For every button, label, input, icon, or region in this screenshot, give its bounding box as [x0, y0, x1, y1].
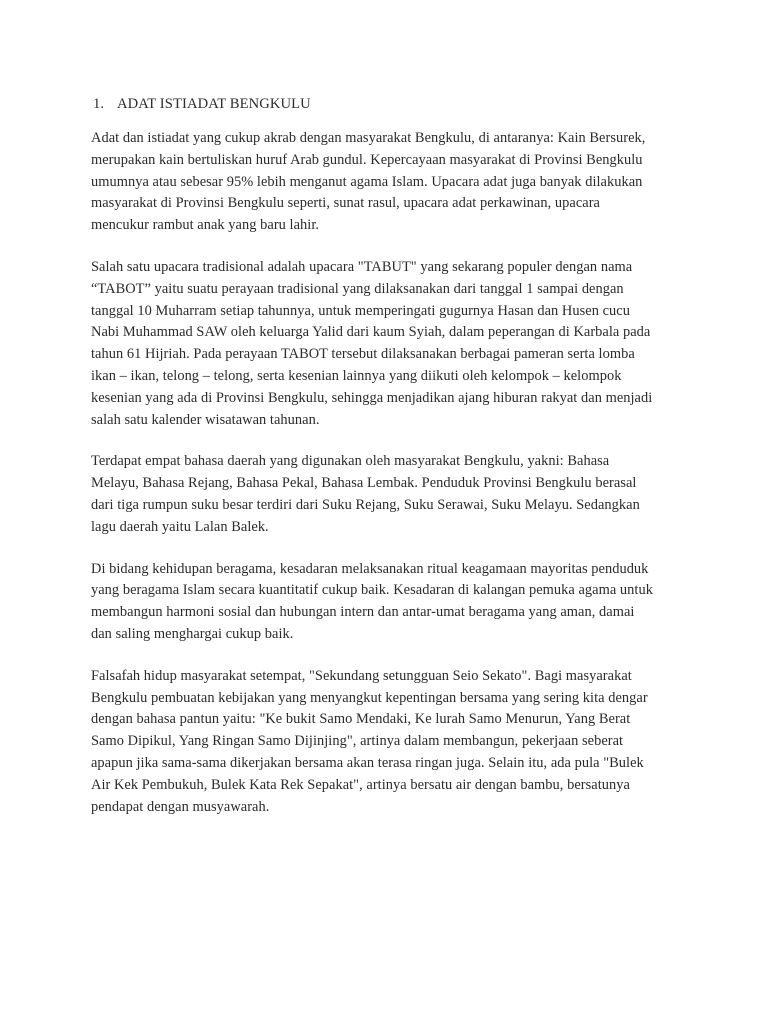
paragraph-line: ikan – ikan, telong – telong, serta kesenian lainnya yang diikuti oleh kelompok – kelompok — [91, 367, 622, 384]
paragraph-line: Nabi Muhammad SAW oleh keluarga Yalid dari kaum Syiah, dalam peperangan di Karbala pada — [91, 324, 651, 341]
paragraph-line: umumnya atau sebesar 95% lebih menganut agama Islam. Upacara adat juga banyak dilakukan — [91, 173, 643, 190]
paragraph-line: Samo Dipikul, Yang Ringan Samo Dijinjing", artinya dalam membangun, pekerjaan seberat — [91, 733, 624, 750]
paragraph-line: dari tiga rumpun suku besar terdiri dari Suku Rejang, Suku Serawai, Suku Melayu. Sedangkan — [91, 496, 640, 513]
paragraph-line: mencukur rambut anak yang baru lahir. — [91, 217, 320, 234]
paragraph-line: tanggal 10 Muharram setiap tahunnya, untuk memperingati gugurnya Hasan dan Husen cucu — [91, 302, 630, 319]
paragraph-languages — [91, 451, 691, 538]
section-title: ADAT ISTIADAT BENGKULU — [117, 96, 311, 112]
paragraph-line: Melayu, Bahasa Rejang, Bahasa Pekal, Bahasa Lembak. Penduduk Provinsi Bengkulu berasal — [91, 475, 637, 492]
paragraph-line: kesenian yang ada di Provinsi Bengkulu, sehingga menjadikan ajang hiburan rakyat dan menjadi — [91, 389, 653, 406]
paragraph-line: Falsafah hidup masyarakat setempat, "Sekundang setungguan Seio Sekato". Bagi masyarakat — [91, 667, 632, 684]
paragraph-line: masyarakat di Provinsi Bengkulu seperti, sunat rasul, upacara adat perkawinan, upacara — [91, 195, 600, 212]
document-body — [91, 128, 691, 838]
paragraph-line: apapun jika sama-sama dikerjakan bersama akan terasa ringan juga. Selain itu, ada pula "Bulek — [91, 754, 644, 771]
paragraph-line: Salah satu upacara tradisional adalah upacara "TABUT" yang sekarang populer dengan nama — [91, 258, 633, 275]
paragraph-line: Adat dan istiadat yang cukup akrab dengan masyarakat Bengkulu, di antaranya: Kain Bersurek, — [91, 130, 646, 146]
paragraph-line: “TABOT” yaitu suatu perayaan tradisional yang dilaksanakan dari tanggal 1 sampai dengan — [91, 280, 624, 297]
paragraph-religion — [91, 559, 691, 646]
paragraph-line: lagu daerah yaitu Lalan Balek. — [91, 518, 269, 535]
paragraph-line: Di bidang kehidupan beragama, kesadaran melaksanakan ritual keagamaan mayoritas penduduk — [91, 560, 649, 577]
paragraph-line: dengan bahasa pantun yaitu: "Ke bukit Samo Mendaki, Ke lurah Samo Menurun, Yang Berat — [91, 711, 631, 728]
paragraph-line: membangun harmoni sosial dan hubungan intern dan antar-umat beragama yang aman, damai — [91, 604, 635, 621]
paragraph-customs — [91, 128, 691, 237]
section-heading — [93, 94, 311, 114]
paragraph-philosophy — [91, 666, 691, 819]
section-number: 1. — [93, 96, 105, 112]
paragraph-tabut — [91, 257, 691, 431]
paragraph-line: Air Kek Pembukuh, Bulek Kata Rek Sepakat", artinya bersatu air dengan bambu, bersatunya — [91, 776, 630, 793]
paragraph-line: salah satu kalender wisatawan tahunan. — [91, 411, 320, 428]
paragraph-line: tahun 61 Hijriah. Pada perayaan TABOT tersebut dilaksanakan berbagai pameran serta lomba — [91, 346, 635, 363]
paragraph-line: Bengkulu pembuatan kebijakan yang menyangkut kepentingan bersama yang sering kita dengar — [91, 689, 648, 706]
paragraph-line: yang beragama Islam secara kuantitatif cukup baik. Kesadaran di kalangan pemuka agama untuk — [91, 582, 653, 599]
paragraph-line: dan saling menghargai cukup baik. — [91, 625, 294, 642]
paragraph-line: pendapat dengan musyawarah. — [91, 798, 270, 815]
paragraph-line: Terdapat empat bahasa daerah yang digunakan oleh masyarakat Bengkulu, yakni: Bahasa — [91, 453, 610, 470]
paragraph-line: merupakan kain bertuliskan huruf Arab gundul. Kepercayaan masyarakat di Provinsi Bengkulu — [91, 151, 643, 168]
